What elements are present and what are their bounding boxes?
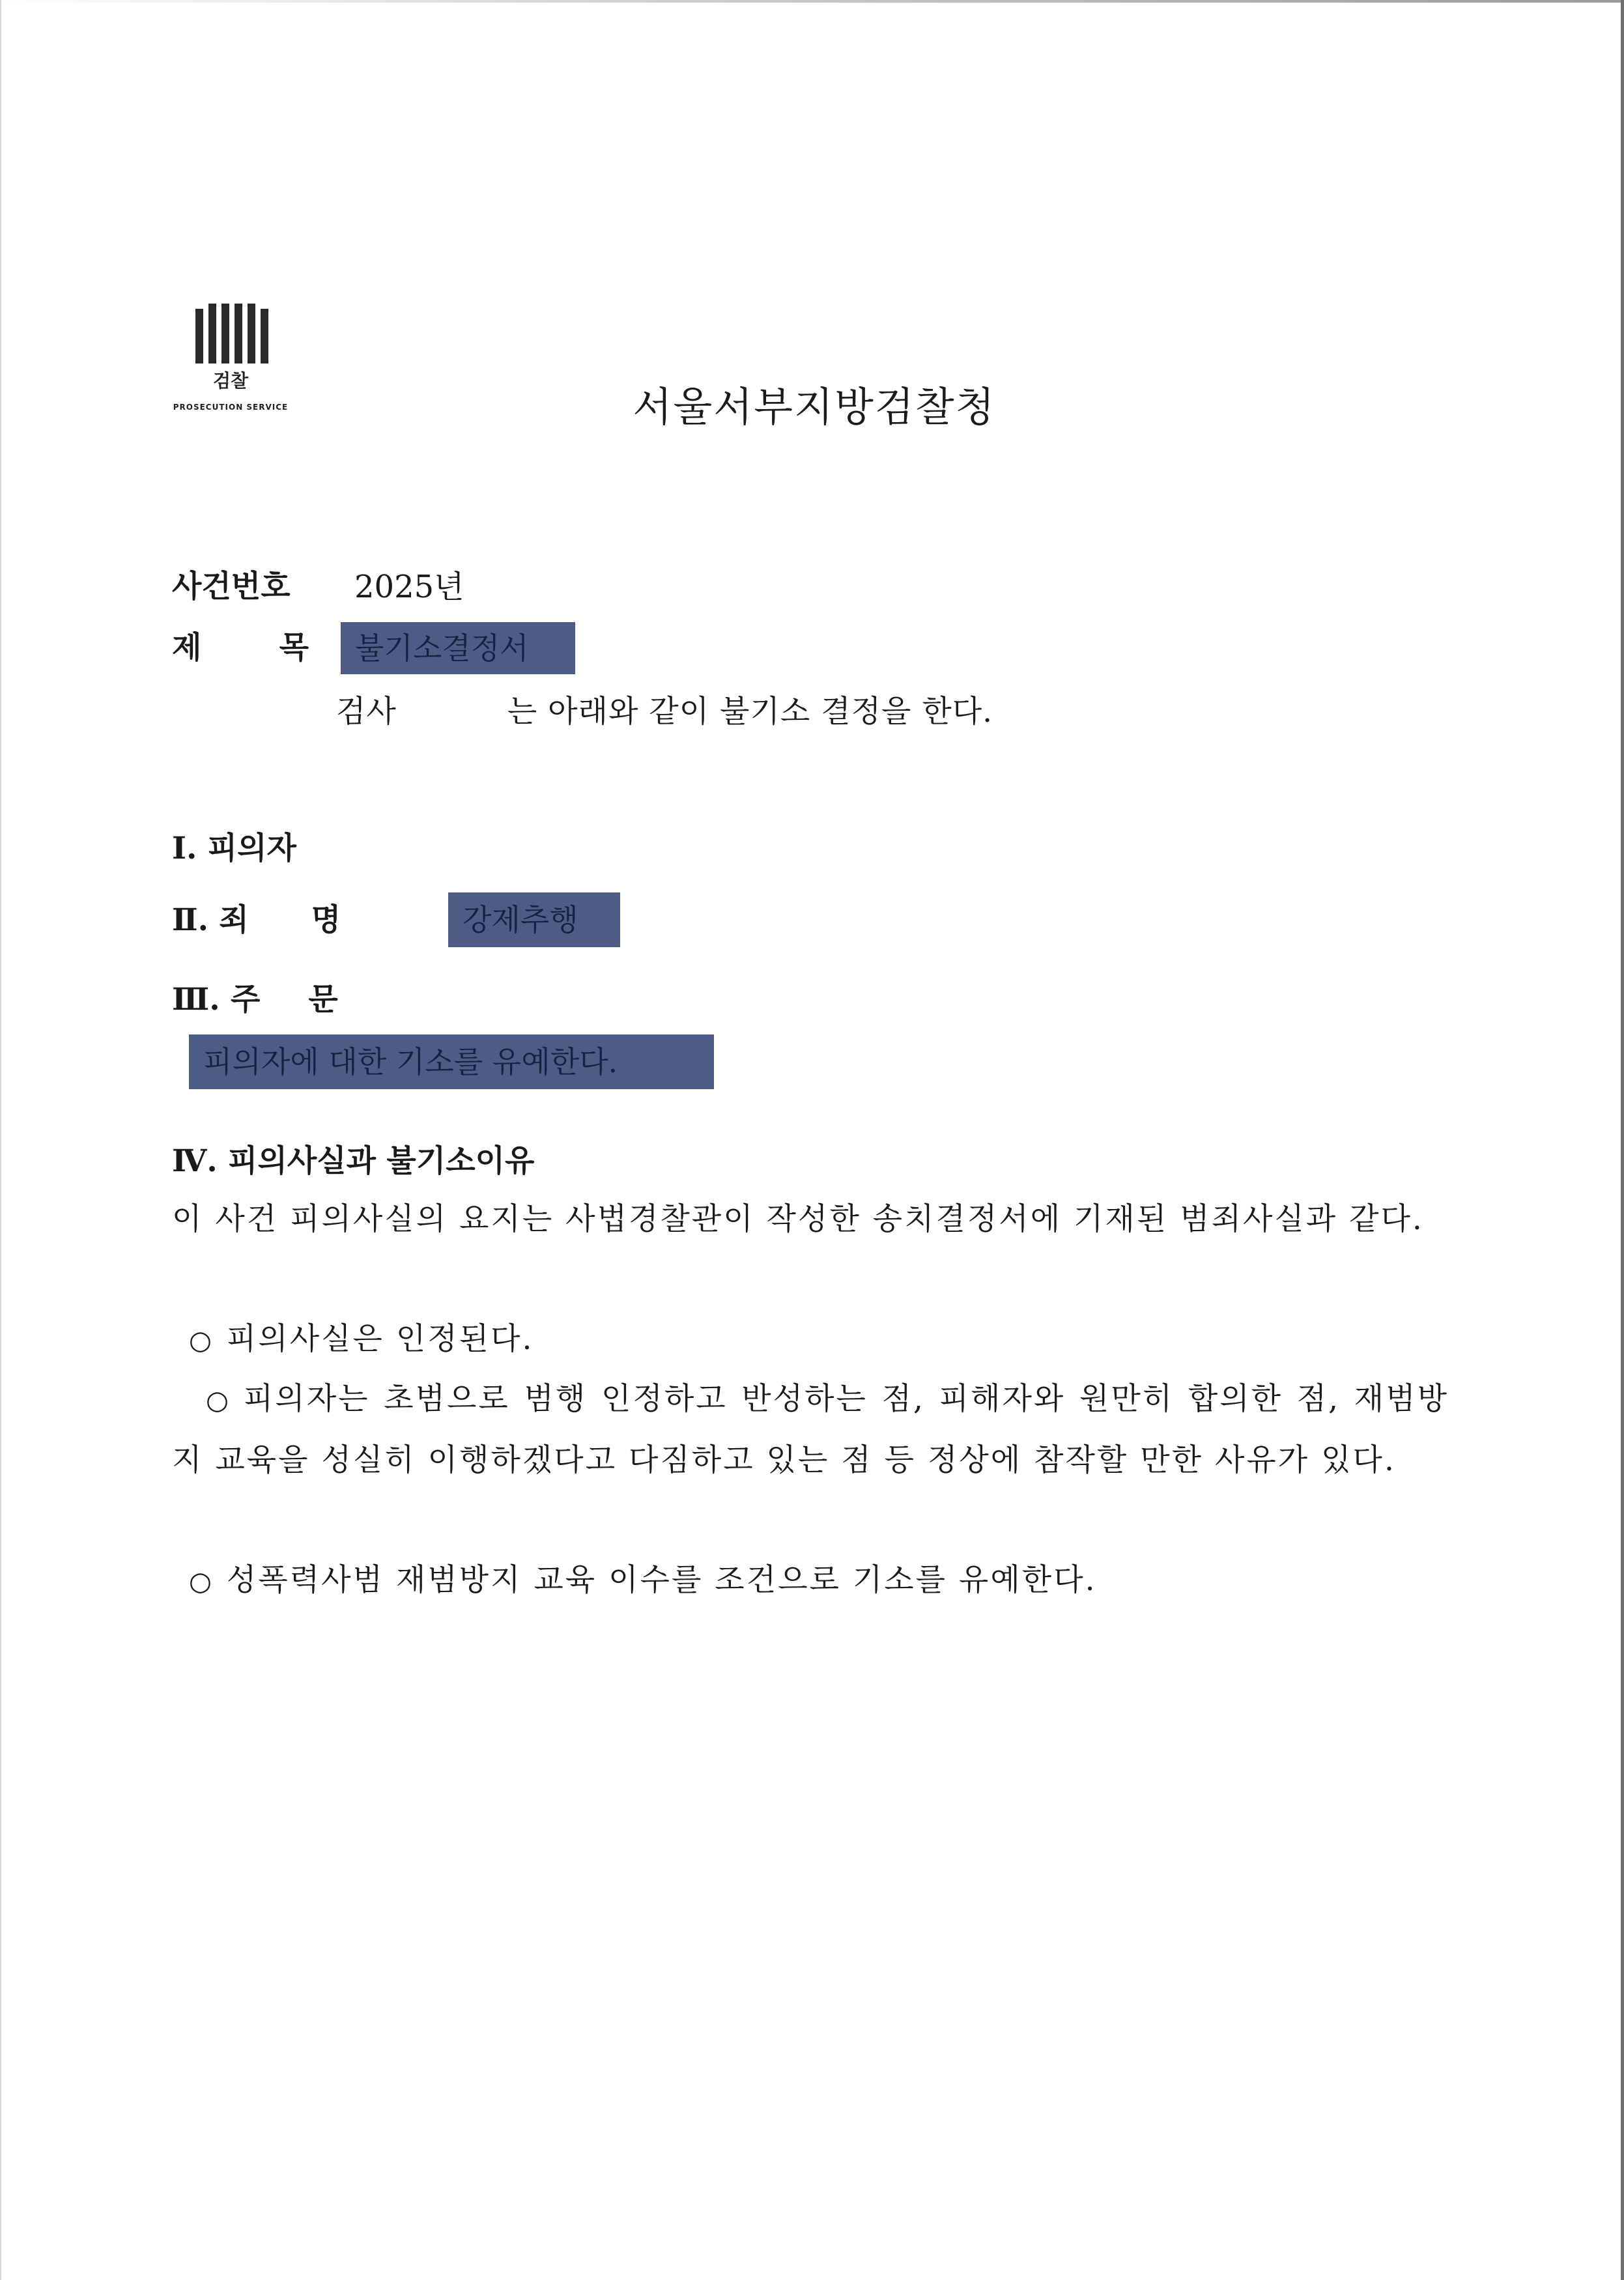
section-3-numeral: Ⅲ. 주 [172,982,261,1018]
section-4-heading: Ⅳ. 피의사실과 불기소이유 [172,1143,535,1179]
subject-value-highlight: 불기소결정서 [341,622,575,674]
decision-suffix: 는 아래와 같이 불기소 결정을 한다. [507,694,993,730]
logo-wordmark: 검찰 [212,370,249,392]
bullet-circle-icon: ○ [189,1326,214,1356]
subject-label-first: 제 [172,630,202,666]
scan-edge-right [1621,0,1624,2280]
section-1-heading: Ⅰ. 피의자 [172,831,296,866]
facts-summary-paragraph: 이 사건 피의사실의 요지는 사법경찰관이 작성한 송치결정서에 기재된 범죄사실과 같다. [172,1201,1424,1237]
prosecution-logo [172,304,289,421]
case-number-value: 2025년 [354,569,464,605]
section-3-heading [172,977,338,1023]
logo-subtitle: PROSECUTION SERVICE [173,403,289,412]
bullet-circle-icon: ○ [206,1386,231,1416]
subject-label [172,625,309,671]
section-3-word: 문 [308,982,338,1018]
reason-bullet-2 [172,1369,1449,1490]
organization-title: 서울서부지방검찰청 [633,383,996,431]
section-2-heading [172,898,341,943]
prosecution-emblem-icon [195,304,268,363]
charge-value-highlight: 강제추행 [448,892,620,947]
section-2-word: 명 [311,902,341,938]
section-2-numeral: Ⅱ. 죄 [172,902,249,938]
disposition-value-highlight: 피의자에 대한 기소를 유예한다. [189,1034,714,1089]
reason-bullet-3-text: 성폭력사범 재범방지 교육 이수를 조건으로 기소를 유예한다. [226,1562,1097,1598]
reason-bullet-2-text: 피의자는 초범으로 범행 인정하고 반성하는 점, 피해자와 원만히 합의한 점, 재범방지 교육을 성실히 이행하겠다고 다짐하고 있는 점 등 정상에 참작할 만한 사유가 있다. [172,1381,1449,1478]
bullet-circle-icon: ○ [189,1567,214,1597]
reason-bullet-1-text: 피의사실은 인정된다. [226,1321,534,1357]
decision-statement [336,689,993,735]
scan-edge-left [0,0,1,2280]
reason-bullet-1 [189,1309,1449,1371]
scan-edge-top [0,0,1624,3]
case-number-label: 사건번호 [172,569,291,605]
decision-prefix: 검사 [336,694,397,730]
subject-label-second: 목 [279,630,309,666]
reason-bullet-3 [189,1550,1449,1612]
